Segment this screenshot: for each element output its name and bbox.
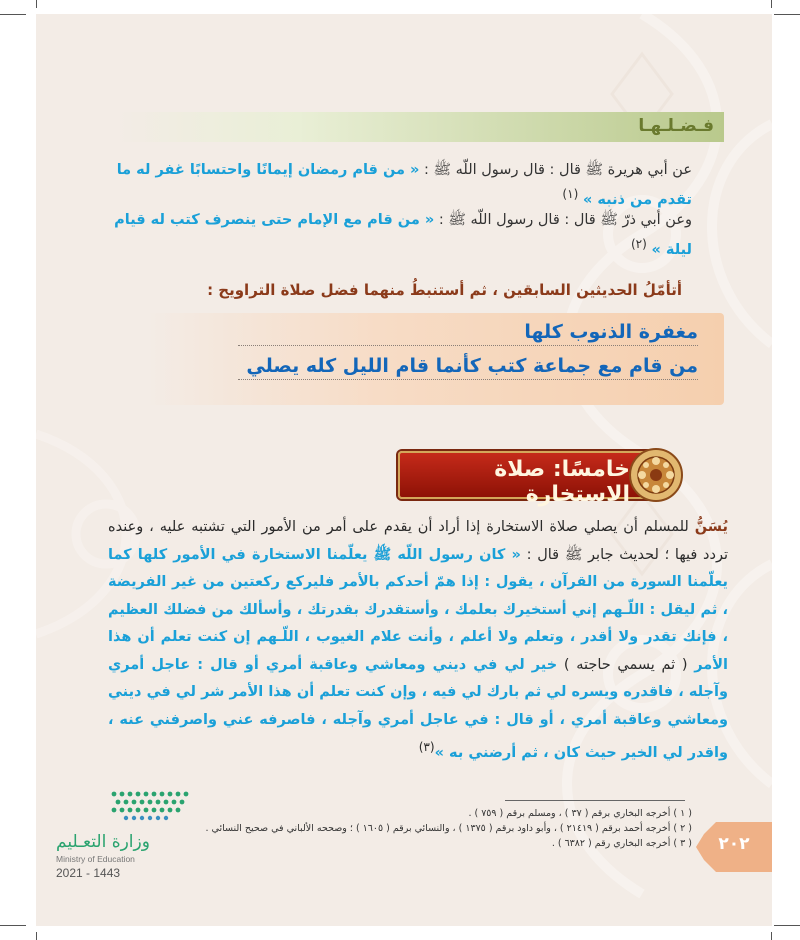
footnote-3: ( ٣ ) أخرجه البخاري رقم ( ٦٣٨٢ ) .	[551, 838, 692, 849]
banner-title: خامسًا: صلاة الاستخارة	[494, 457, 630, 507]
answer-box	[146, 313, 724, 405]
section-title: فـضـلـهـا	[638, 116, 714, 136]
footnote-ref: (١)	[562, 187, 579, 201]
section-header-band	[116, 112, 724, 142]
crop-mark	[36, 0, 37, 8]
body-text: للمسلم أن يصلي صلاة الاستخارة إذا أراد أن يقدم على أمر من الأمور التي تشتبه عليه ، وعنده تردد فيها ؛ لحديث جابر ﷺ قال :	[108, 519, 728, 563]
hadith-quote: « كان رسول اللّه ﷺ يعلّمنا الاستخارة في الأمور كلها كما يعلّمنا السورة من القرآن ، يقول : إذا همّ أحدكم بالأمر فليركع ركعتين من غير الفريضة ، ثم ليقل : اللّـهم إني أستخيرك بعلمك ، وأستقدرك بقدرتك ، وأسألك من فضلك العظيم ، فإنك تقدر ولا أقدر ، وتعلم ولا أعلم ، وأنت علام الغيوب ، اللّـهم إن كنت تعلم أن هذا الأمر	[108, 546, 728, 673]
footnotes	[172, 806, 692, 851]
hadith-quote: « من قام مع الإمام حتى ينصرف كتب له قيام ليلة »	[114, 212, 692, 258]
answer-line-1[interactable]: مغفرة الذنوب كلها	[238, 321, 698, 346]
crop-mark	[0, 14, 26, 15]
footnote-divider	[505, 800, 685, 801]
crop-mark	[771, 932, 772, 940]
body-aside: ( ثم يسمي حاجته )	[557, 656, 695, 673]
lesson-banner	[398, 447, 684, 507]
ministry-name-english: Ministry of Education	[56, 854, 135, 864]
ministry-name-arabic: وزارة التعـليم	[56, 832, 150, 852]
keyword-yusan: يُسَنُّ	[694, 519, 728, 535]
answer-line-2[interactable]: من قام مع جماعة كتب كأنما قام الليل كله يصلي	[238, 355, 698, 380]
hadith-intro: عن أبي هريرة ﷺ قال : قال رسول اللّه ﷺ :	[424, 162, 692, 178]
crop-mark	[0, 925, 26, 926]
page-number: ٢٠٢	[718, 834, 750, 854]
crop-mark	[774, 925, 800, 926]
footnote-2: ( ٢ ) أخرجه أحمد برقم ( ٢١٤١٩ ) ، وأبو داود برقم ( ١٣٧٥ ) ، والنسائي برقم ( ١٦٠٥ ) ؛ وصححه الألباني في صحيح النسائي .	[205, 823, 692, 834]
hadith-paragraph-2	[92, 208, 692, 262]
book-page	[36, 14, 772, 926]
footnote-ref: (٢)	[630, 237, 647, 251]
crop-mark	[774, 14, 800, 15]
hadith-quote-continued: خير لي في ديني ومعاشي وعاقبة أمري أو قال : عاجل أمري وآجله ، فاقدره ويسره لي ثم بارك لي فيه ، وإن كنت تعلم أن هذا الأمر شر لي في ديني ومعاشي وعاقبة أمري ، أو قال : في عاجل أمري وآجله ، فاصرفه عني واصرفني عنه ، واقدر لي الخير حيث كان ، ثم أرضني به »	[108, 656, 728, 761]
hadith-quote: « من قام رمضان إيمانًا واحتسابًا غفر له ما تقدم من ذنبه »	[116, 162, 692, 208]
footnote-ref: (٣)	[418, 740, 435, 754]
edition-year: 2021 - 1443	[56, 866, 121, 880]
task-prompt: أتأمّلُ الحديثين السابقين ، ثم أستنبطُ منهما فضل صلاة التراويح :	[207, 281, 682, 299]
hadith-intro: وعن أبي ذرّ ﷺ قال : قال رسول اللّه ﷺ :	[438, 212, 692, 228]
crop-mark	[36, 932, 37, 940]
crop-mark	[771, 0, 772, 8]
ornamental-medallion-icon	[628, 447, 684, 503]
footnote-1: ( ١ ) أخرجه البخاري برقم ( ٣٧ ) ، ومسلم برقم ( ٧٥٩ ) .	[468, 808, 692, 819]
istikhara-paragraph	[108, 514, 728, 767]
hadith-paragraph-1	[92, 158, 692, 212]
